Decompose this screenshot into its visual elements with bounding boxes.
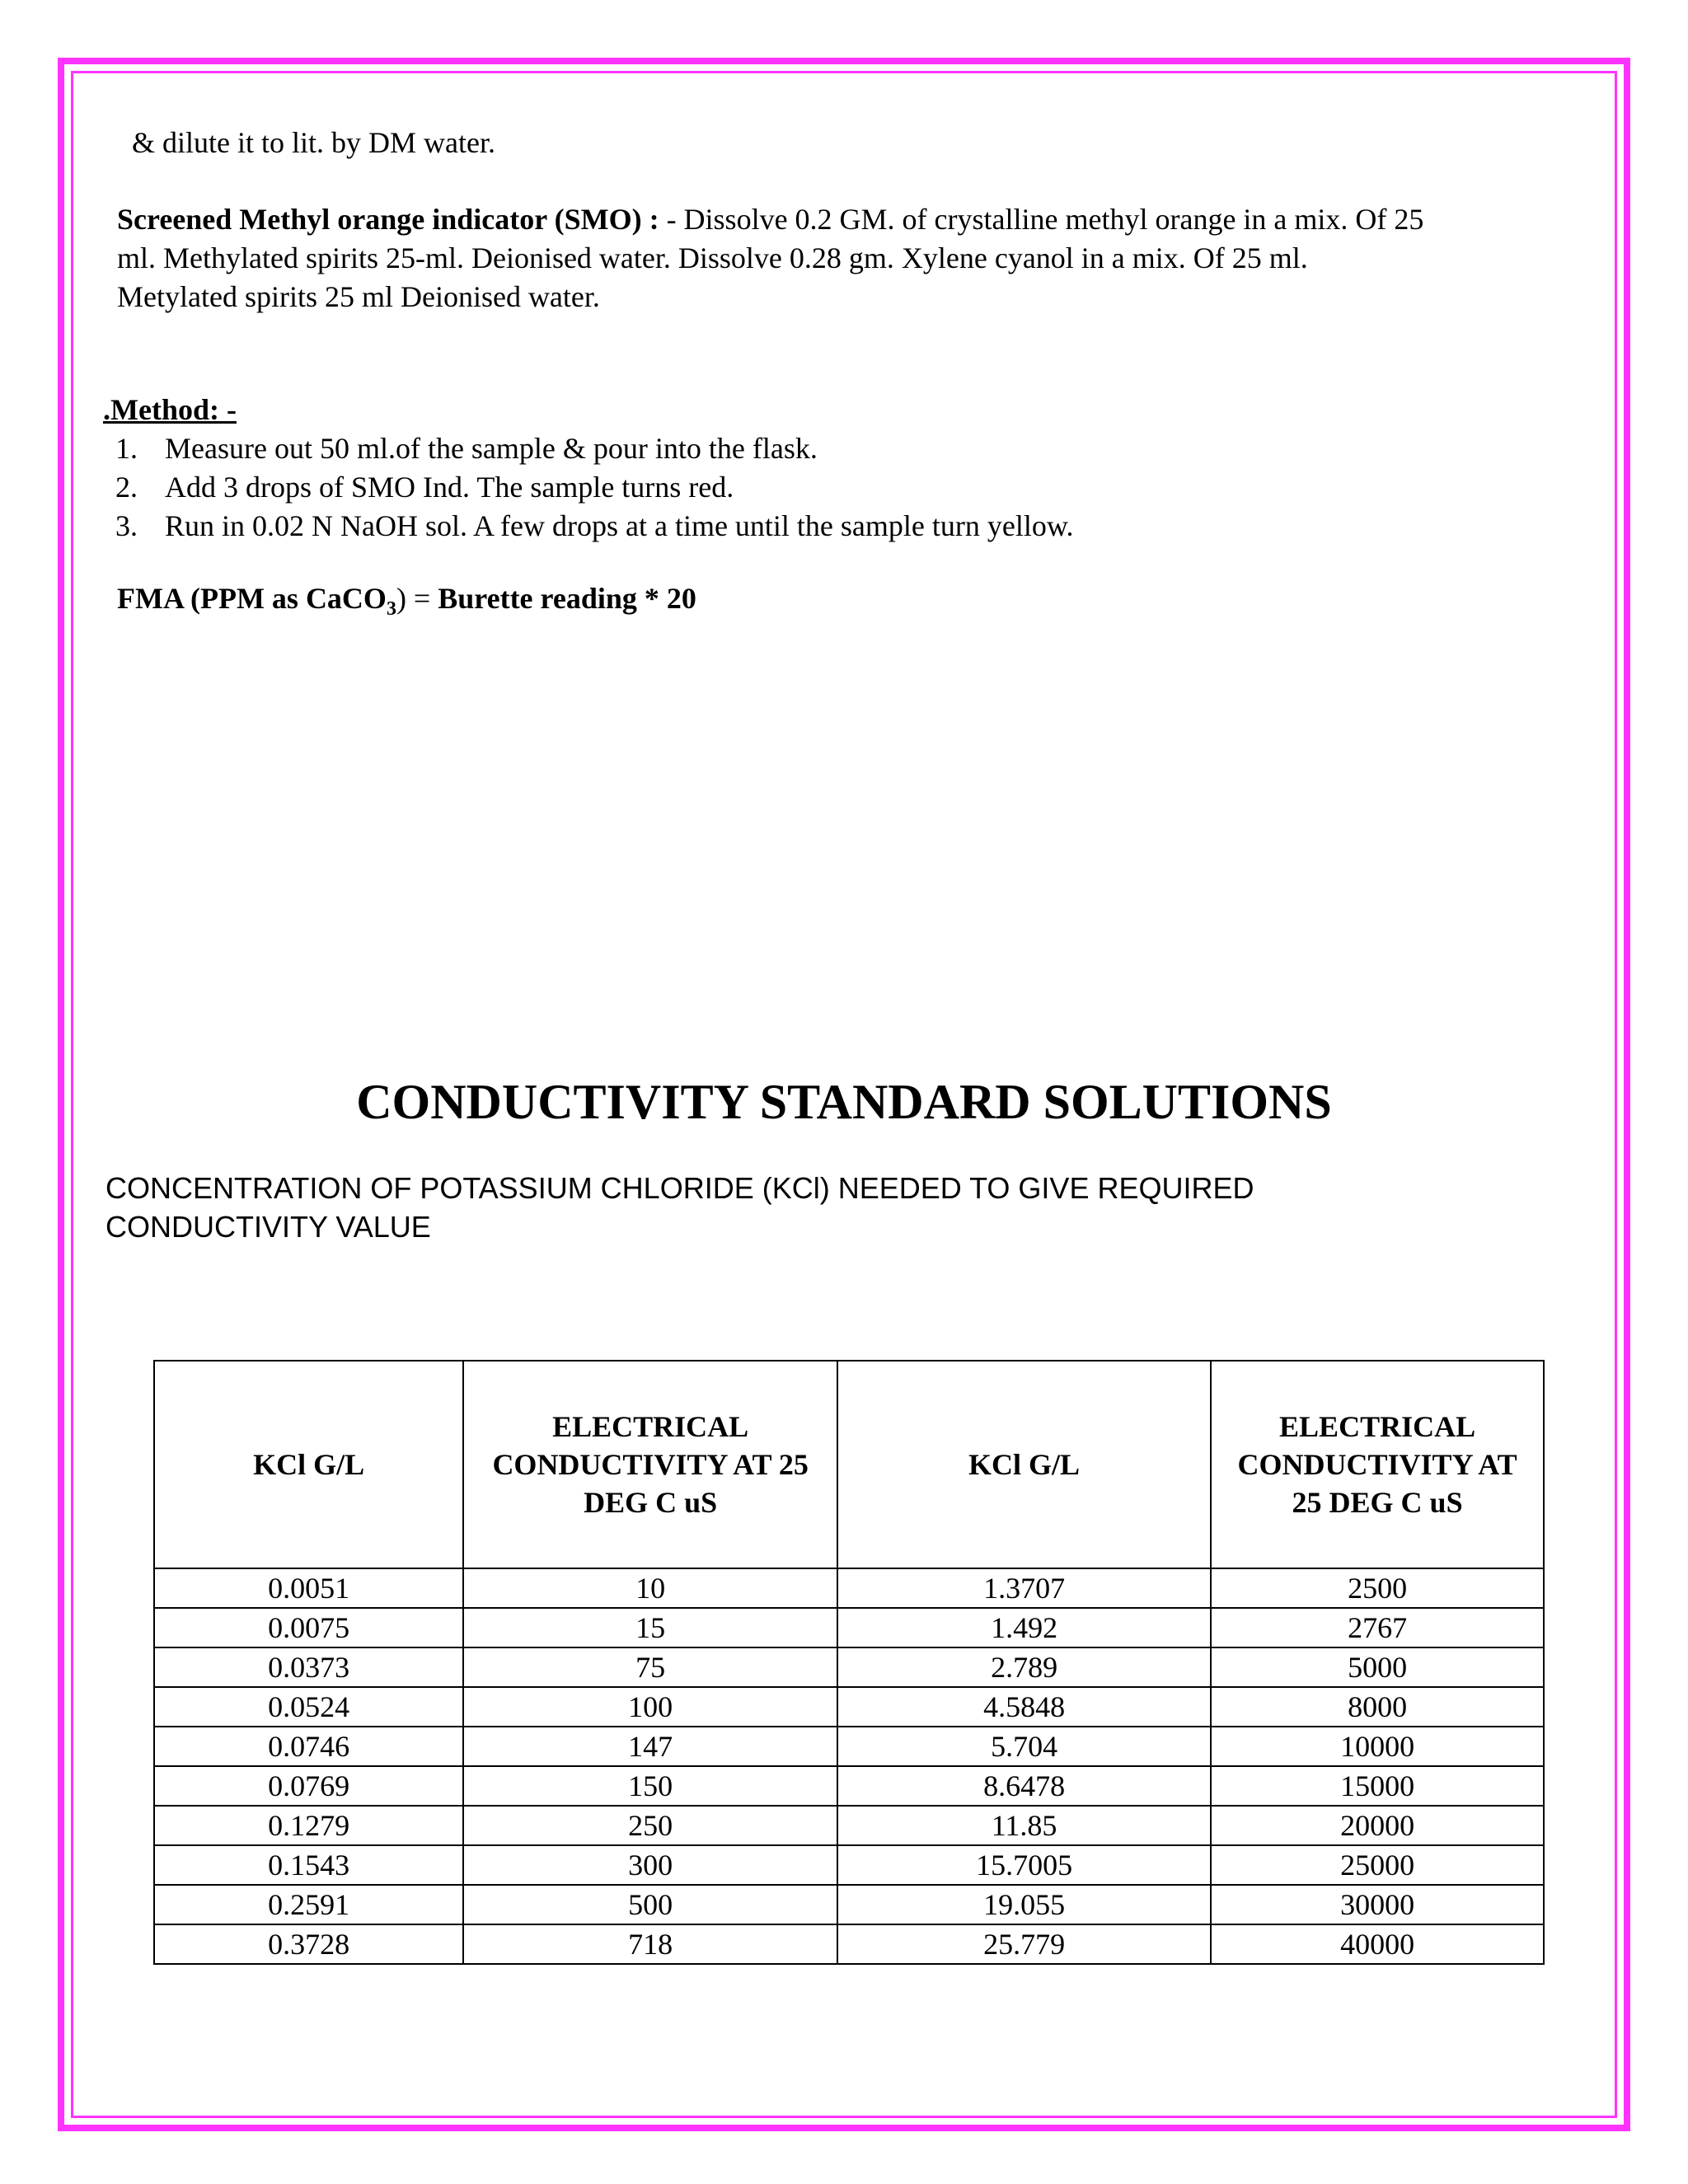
- table-cell: 15000: [1211, 1766, 1544, 1806]
- formula-part1: FMA (PPM as CaCO: [117, 582, 387, 615]
- header-conductivity-2: ELECTRICAL CONDUCTIVITY AT 25 DEG C uS: [1211, 1361, 1544, 1568]
- table-cell: 0.0769: [154, 1766, 463, 1806]
- table-cell: 20000: [1211, 1806, 1544, 1845]
- table-cell: 8.6478: [837, 1766, 1211, 1806]
- table-row: [154, 1568, 1544, 1608]
- table-cell: 15: [463, 1608, 837, 1647]
- step-number: 2.: [115, 471, 138, 504]
- subtitle-line2: CONDUCTIVITY VALUE: [106, 1210, 431, 1244]
- table-cell: 2767: [1211, 1608, 1544, 1647]
- table-cell: 300: [463, 1845, 837, 1885]
- table-cell: 1.3707: [837, 1568, 1211, 1608]
- method-step-1: [115, 429, 818, 468]
- conductivity-table: [153, 1360, 1545, 1965]
- table-cell: 0.0051: [154, 1568, 463, 1608]
- formula-part3: Burette reading * 20: [438, 582, 696, 615]
- table-cell: 11.85: [837, 1806, 1211, 1845]
- subtitle-line1: CONCENTRATION OF POTASSIUM CHLORIDE (KCl) NEEDED TO GIVE REQUIRED: [106, 1171, 1254, 1205]
- table-cell: 0.0746: [154, 1727, 463, 1766]
- table-cell: 2500: [1211, 1568, 1544, 1608]
- table-cell: 147: [463, 1727, 837, 1766]
- table-cell: 0.3728: [154, 1924, 463, 1964]
- table-cell: 0.0075: [154, 1608, 463, 1647]
- header-kcl-2: KCl G/L: [837, 1361, 1211, 1568]
- intro-line: & dilute it to lit. by DM water.: [132, 126, 495, 159]
- formula-subscript: 3: [386, 598, 396, 621]
- table-row: [154, 1766, 1544, 1806]
- table-cell: 15.7005: [837, 1845, 1211, 1885]
- table-cell: 4.5848: [837, 1687, 1211, 1727]
- table-cell: 75: [463, 1647, 837, 1687]
- table-cell: 0.1279: [154, 1806, 463, 1845]
- table-cell: 5000: [1211, 1647, 1544, 1687]
- table-row: [154, 1727, 1544, 1766]
- smo-paragraph-line1: [117, 200, 1423, 239]
- table-cell: 19.055: [837, 1885, 1211, 1924]
- fma-formula: [117, 579, 696, 629]
- table-cell: 1.492: [837, 1608, 1211, 1647]
- formula-part2: ) =: [396, 582, 438, 615]
- table-cell: 8000: [1211, 1687, 1544, 1727]
- table-row: [154, 1845, 1544, 1885]
- step-number: 3.: [115, 509, 138, 542]
- method-step-3: [115, 507, 1074, 546]
- table-row: [154, 1924, 1544, 1964]
- step-number: 1.: [115, 432, 138, 465]
- table-cell: 250: [463, 1806, 837, 1845]
- header-conductivity-1: ELECTRICAL CONDUCTIVITY AT 25 DEG C uS: [463, 1361, 837, 1568]
- smo-label: Screened Methyl orange indicator (SMO) :: [117, 203, 659, 236]
- table-cell: 0.0373: [154, 1647, 463, 1687]
- header-kcl-1: KCl G/L: [154, 1361, 463, 1568]
- smo-text-1: - Dissolve 0.2 GM. of crystalline methyl orange in a mix. Of 25: [659, 203, 1424, 236]
- table-row: [154, 1647, 1544, 1687]
- table-cell: 500: [463, 1885, 837, 1924]
- table-cell: 718: [463, 1924, 837, 1964]
- method-heading: .Method: -: [103, 393, 237, 426]
- table-cell: 2.789: [837, 1647, 1211, 1687]
- table-cell: 0.2591: [154, 1885, 463, 1924]
- table-row: [154, 1687, 1544, 1727]
- smo-paragraph-line3: Metylated spirits 25 ml Deionised water.: [117, 280, 600, 313]
- table-cell: 10000: [1211, 1727, 1544, 1766]
- method-step-2: [115, 468, 734, 507]
- step-text: Measure out 50 ml.of the sample & pour into the flask.: [165, 432, 818, 465]
- step-text: Add 3 drops of SMO Ind. The sample turns red.: [165, 471, 734, 504]
- table-row: [154, 1608, 1544, 1647]
- table-row: [154, 1806, 1544, 1845]
- table-cell: 0.1543: [154, 1845, 463, 1885]
- table-cell: 150: [463, 1766, 837, 1806]
- table-cell: 0.0524: [154, 1687, 463, 1727]
- table-cell: 100: [463, 1687, 837, 1727]
- table-cell: 10: [463, 1568, 837, 1608]
- table-cell: 5.704: [837, 1727, 1211, 1766]
- smo-paragraph-line2: ml. Methylated spirits 25-ml. Deionised water. Dissolve 0.28 gm. Xylene cyanol in a mix. Of 25 ml.: [117, 241, 1308, 274]
- step-text: Run in 0.02 N NaOH sol. A few drops at a time until the sample turn yellow.: [165, 509, 1074, 542]
- page-title: CONDUCTIVITY STANDARD SOLUTIONS: [356, 1075, 1332, 1129]
- table-row: [154, 1885, 1544, 1924]
- table-header-row: [154, 1361, 1544, 1568]
- table-cell: 25.779: [837, 1924, 1211, 1964]
- table-cell: 30000: [1211, 1885, 1544, 1924]
- table-cell: 40000: [1211, 1924, 1544, 1964]
- table-cell: 25000: [1211, 1845, 1544, 1885]
